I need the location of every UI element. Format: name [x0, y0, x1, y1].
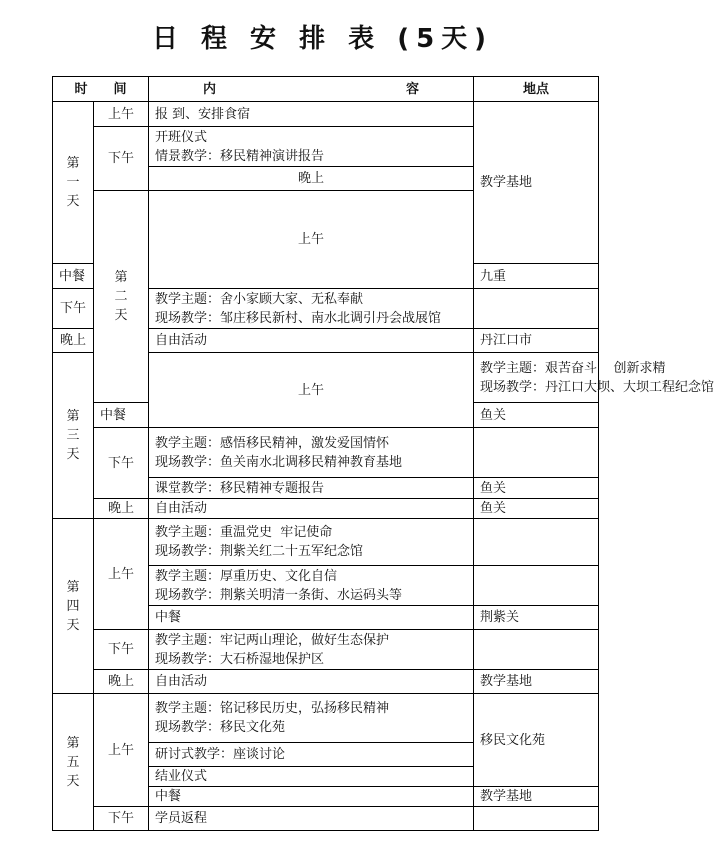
schedule-place: 丹江口市	[474, 329, 599, 353]
schedule-place: 九重	[474, 264, 599, 289]
schedule-content	[149, 694, 474, 743]
schedule-content	[149, 787, 474, 807]
day-label-1	[53, 102, 94, 264]
schedule-content	[149, 630, 474, 670]
schedule-place: 鱼关	[474, 403, 599, 428]
day-char: 天	[114, 308, 128, 323]
header-content-char-2: 容	[406, 81, 420, 97]
content-line: 教学主题：舍小家顾大家、无私奉献	[155, 291, 364, 307]
day-label-5	[53, 694, 94, 831]
day-char: 天	[66, 194, 80, 209]
schedule-content	[474, 353, 714, 403]
content-line: 教学主题：艰苦奋斗 创新求精	[480, 360, 666, 376]
schedule-content	[149, 329, 474, 353]
schedule-place: 鱼关	[474, 499, 599, 519]
slot-afternoon: 下午	[94, 428, 149, 499]
day-char: 一	[66, 175, 80, 190]
header-place: 地点	[474, 77, 599, 102]
content-line: 现场教学：荆紫关红二十五军纪念馆	[155, 544, 364, 559]
header-time-char-2: 间	[113, 81, 127, 97]
day-char: 天	[66, 617, 80, 633]
day-char: 第	[66, 156, 80, 171]
slot-morning: 上午	[94, 519, 149, 630]
content-line: 结业仪式	[155, 769, 208, 784]
slot-evening: 晚上	[94, 670, 149, 694]
slot-evening: 晚上	[94, 499, 149, 519]
table-row	[53, 807, 599, 831]
table-header-row	[53, 77, 599, 102]
table-row	[53, 694, 599, 743]
content-line: 教学主题：厚重历史、文化自信	[155, 568, 338, 584]
schedule-place	[474, 289, 599, 329]
header-time-char-1: 时	[74, 81, 88, 97]
day-char: 第	[114, 270, 128, 285]
schedule-place: 荆紫关	[474, 606, 599, 630]
day-label-3	[53, 353, 94, 519]
content-line: 现场教学：移民文化苑	[155, 720, 286, 735]
schedule-content	[149, 499, 474, 519]
day-label-2	[94, 191, 149, 403]
schedule-place: 教学基地	[474, 102, 599, 264]
day-char: 二	[114, 289, 128, 304]
day-char: 五	[66, 754, 80, 770]
slot-evening: 晚上	[53, 329, 94, 353]
content-line: 情景教学：移民精神演讲报告	[155, 148, 325, 164]
content-line: 研讨式教学：座谈讨论	[155, 747, 286, 762]
schedule-place: 教学基地	[474, 670, 599, 694]
schedule-content	[53, 264, 94, 289]
content-line: 课堂教学：移民精神专题报告	[155, 480, 325, 496]
content-line: 自由活动	[155, 501, 208, 516]
schedule-place	[474, 428, 599, 478]
page-title: 日 程 安 排 表 (5天)	[151, 24, 494, 54]
slot-afternoon: 下午	[94, 127, 149, 191]
schedule-content	[149, 767, 474, 787]
content-line: 教学主题：重温党史 牢记使命	[155, 525, 333, 540]
content-line: 现场教学：大石桥湿地保护区	[155, 651, 325, 667]
slot-afternoon: 下午	[94, 630, 149, 670]
slot-evening: 晚上	[149, 167, 474, 191]
slot-afternoon: 下午	[53, 289, 94, 329]
table-row	[53, 102, 599, 127]
slot-morning: 上午	[94, 694, 149, 807]
slot-morning: 上午	[149, 191, 474, 289]
schedule-content	[149, 102, 474, 127]
schedule-table	[52, 76, 714, 831]
content-line: 现场教学：荆紫关明清一条街、水运码头等	[155, 587, 403, 603]
schedule-content	[149, 519, 474, 566]
day-char: 第	[66, 735, 80, 751]
table-row	[53, 670, 599, 694]
content-line: 中餐	[100, 407, 127, 423]
table-row	[53, 499, 599, 519]
day-label-4	[53, 519, 94, 694]
day-char: 天	[66, 447, 80, 462]
content-line: 自由活动	[155, 674, 208, 689]
schedule-content	[149, 127, 474, 167]
header-content	[149, 77, 474, 102]
schedule-place	[474, 807, 599, 831]
content-line: 现场教学：鱼关南水北调移民精神教育基地	[155, 454, 403, 470]
slot-morning: 上午	[149, 353, 474, 428]
day-char: 天	[66, 773, 80, 789]
schedule-place: 教学基地	[474, 787, 599, 807]
schedule-place: 移民文化苑	[474, 694, 599, 787]
day-char: 四	[66, 598, 80, 614]
schedule-content	[149, 606, 474, 630]
schedule-place	[474, 630, 599, 670]
table-row	[53, 428, 599, 478]
table-row	[53, 630, 599, 670]
content-line: 现场教学：丹江口大坝、大坝工程纪念馆	[480, 379, 714, 395]
slot-afternoon: 下午	[94, 807, 149, 831]
schedule-place	[474, 519, 599, 566]
schedule-place: 鱼关	[474, 478, 599, 499]
content-line: 学员返程	[155, 811, 208, 826]
content-line: 教学主题：铭记移民历史，弘扬移民精神	[155, 701, 390, 716]
slot-morning: 上午	[94, 102, 149, 127]
content-line: 报 到、安排食宿	[155, 106, 251, 122]
schedule-content	[149, 743, 474, 767]
schedule-content	[94, 403, 149, 428]
schedule-content	[149, 428, 474, 478]
content-line: 自由活动	[155, 333, 208, 348]
content-line: 教学主题：感悟移民精神，激发爱国情怀	[155, 435, 390, 451]
schedule-place	[474, 566, 599, 606]
content-line: 中餐	[155, 610, 182, 625]
day-char: 第	[66, 579, 80, 595]
content-line: 教学主题：牢记两山理论，做好生态保护	[155, 632, 390, 648]
schedule-content	[149, 807, 474, 831]
content-line: 开班仪式	[155, 129, 208, 145]
schedule-content	[149, 566, 474, 606]
content-line: 中餐	[59, 268, 86, 284]
content-line: 现场教学：邹庄移民新村、南水北调引丹会战展馆	[155, 310, 442, 326]
header-content-char-1: 内	[202, 81, 216, 97]
day-char: 第	[66, 409, 80, 424]
schedule-content	[149, 289, 474, 329]
header-time	[53, 77, 149, 102]
table-row	[53, 519, 599, 566]
content-line: 中餐	[155, 789, 182, 804]
schedule-content	[149, 670, 474, 694]
schedule-content	[149, 478, 474, 499]
day-char: 三	[66, 428, 80, 443]
